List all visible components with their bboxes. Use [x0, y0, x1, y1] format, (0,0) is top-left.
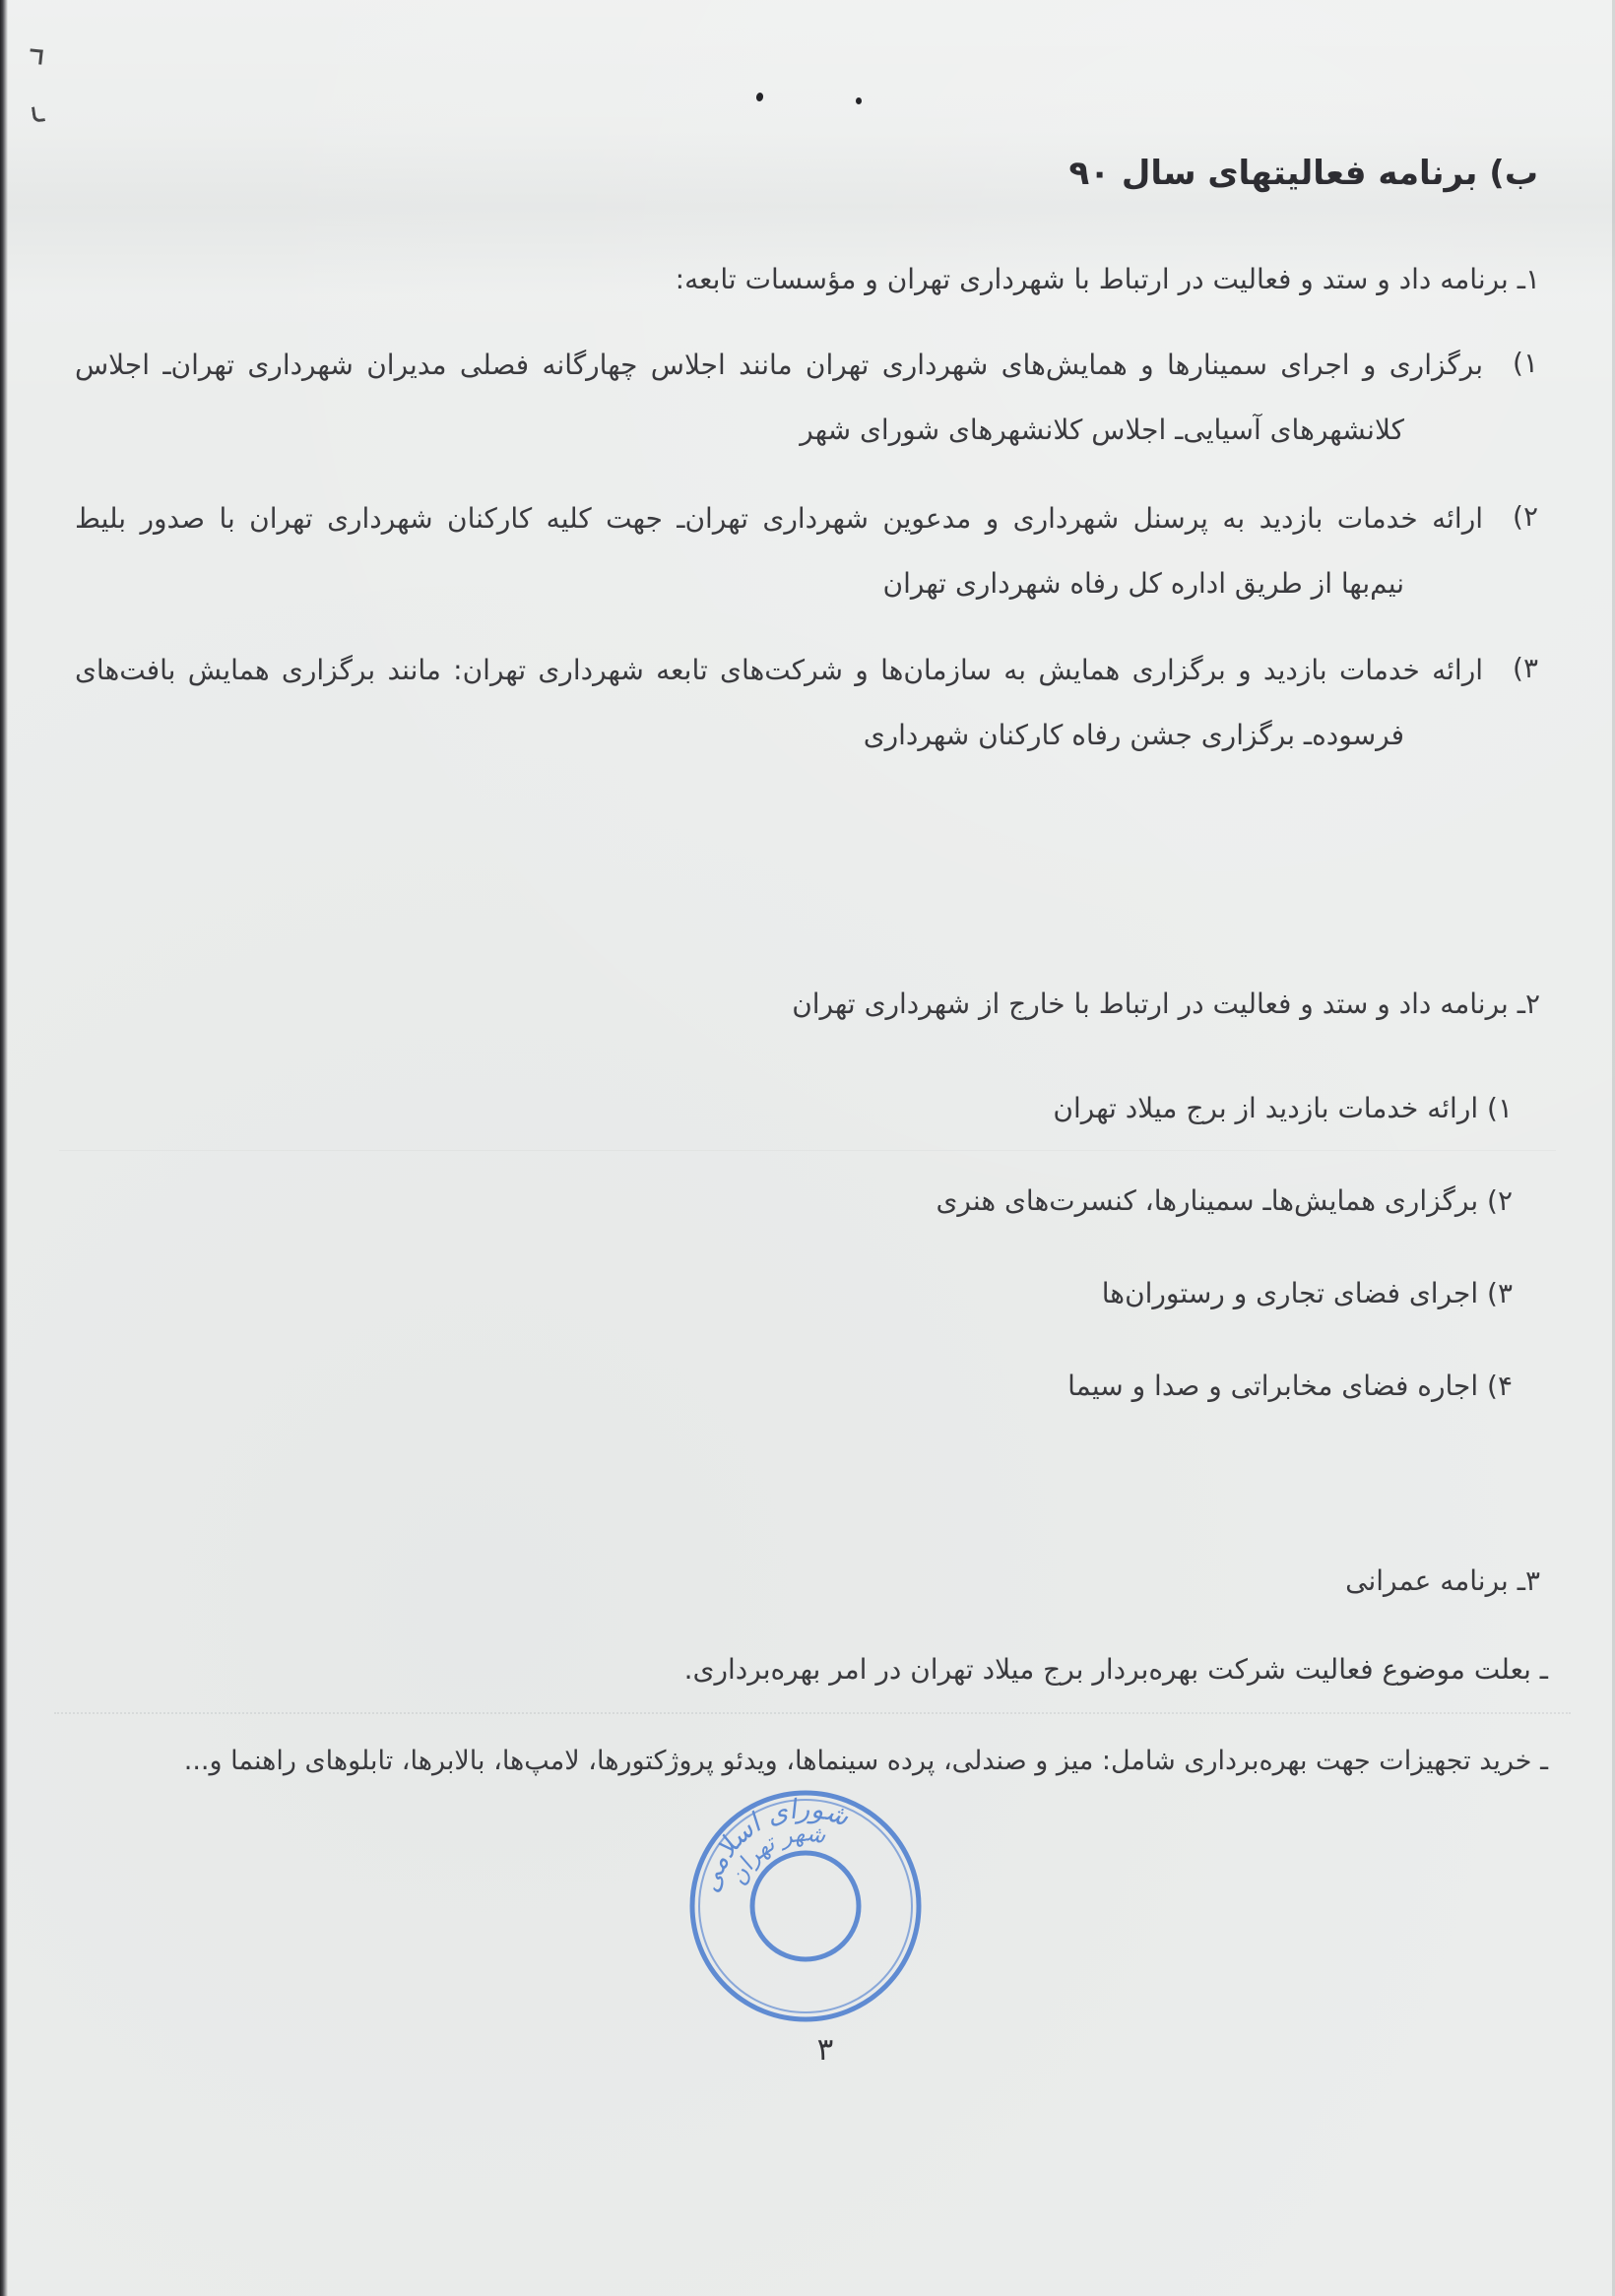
paper-fold-line	[54, 1712, 1571, 1714]
list-item: ۳) اجرای فضای تجاری و رستوران‌ها	[1101, 1277, 1513, 1309]
stamp-inner-ring	[752, 1853, 859, 1959]
list-item: ۱) ارائه خدمات بازدید از برج میلاد تهران	[1053, 1092, 1513, 1124]
page-title: ب) برنامه فعالیتهای سال ۹۰	[1068, 154, 1538, 193]
official-stamp	[683, 1784, 928, 2028]
list-item	[75, 500, 1540, 618]
pen-mark	[29, 48, 42, 64]
item-line-2: کلانشهرهای آسیایی‌ـ اجلاس کلانشهرهای شورای شهر	[800, 414, 1404, 446]
scan-dot	[856, 97, 862, 104]
pen-mark	[32, 105, 45, 123]
item-line-2: فرسوده‌ـ برگزاری جشن رفاه کارکنان شهرداری	[863, 719, 1404, 751]
item-marker: ۳)	[1513, 652, 1538, 684]
paper-fold-line	[59, 1150, 1556, 1151]
section-2-heading: ۲ـ برنامه داد و ستد و فعالیت در ارتباط با خارج از شهرداری تهران	[792, 988, 1540, 1020]
stamp-text-line-2: شهر تهران	[725, 1820, 828, 1889]
section-3-heading: ۳ـ برنامه عمرانی	[1345, 1564, 1540, 1597]
item-marker: ۱)	[1513, 347, 1538, 379]
stamp-text-line-1: شورای اسلامی	[693, 1793, 853, 1896]
note-line: ـ بعلت موضوع فعالیت شرکت بهره‌بردار برج میلاد تهران در امر بهره‌برداری.	[683, 1653, 1548, 1686]
list-item: ۴) اجاره فضای مخابراتی و صدا و سیما	[1067, 1370, 1513, 1402]
note-line: ـ خرید تجهیزات جهت بهره‌برداری شامل: میز و صندلی، پرده سینماها، ویدئو پروژکتورها، لامپ‌ها، بالابرها، تابلوهای راهنما و...	[183, 1746, 1548, 1776]
item-marker: ۲)	[1513, 500, 1538, 533]
scan-dot	[755, 92, 764, 101]
section-1-heading: ۱ـ برنامه داد و ستد و فعالیت در ارتباط با شهرداری تهران و مؤسسات تابعه:	[675, 263, 1540, 295]
page-number: ۳	[816, 2032, 834, 2068]
item-line-2: نیم‌بها از طریق اداره کل رفاه شهرداری تهران	[882, 567, 1404, 600]
list-item: ۲) برگزاری همایش‌ها‌ـ سمینارها، کنسرت‌های هنری	[936, 1184, 1513, 1217]
list-item	[75, 652, 1540, 770]
scan-edge-shadow	[0, 0, 8, 2296]
item-line-1: ارائه خدمات بازدید و برگزاری همایش به سازمان‌ها و شرکت‌های تابعه شهرداری تهران: مانند برگزاری همایش بافت‌های	[75, 654, 1483, 686]
item-line-1: برگزاری و اجرای سمینارها و همایش‌های شهرداری تهران مانند اجلاس چهارگانه فصلی مدیران شهرداری تهران‌ـ اجلاس	[75, 349, 1483, 381]
item-line-1: ارائه خدمات بازدید به پرسنل شهرداری و مدعوین شهرداری تهران‌ـ جهت کلیه کارکنان شهرداری تهران با صدور بلیط	[75, 502, 1483, 535]
list-item	[75, 347, 1540, 465]
